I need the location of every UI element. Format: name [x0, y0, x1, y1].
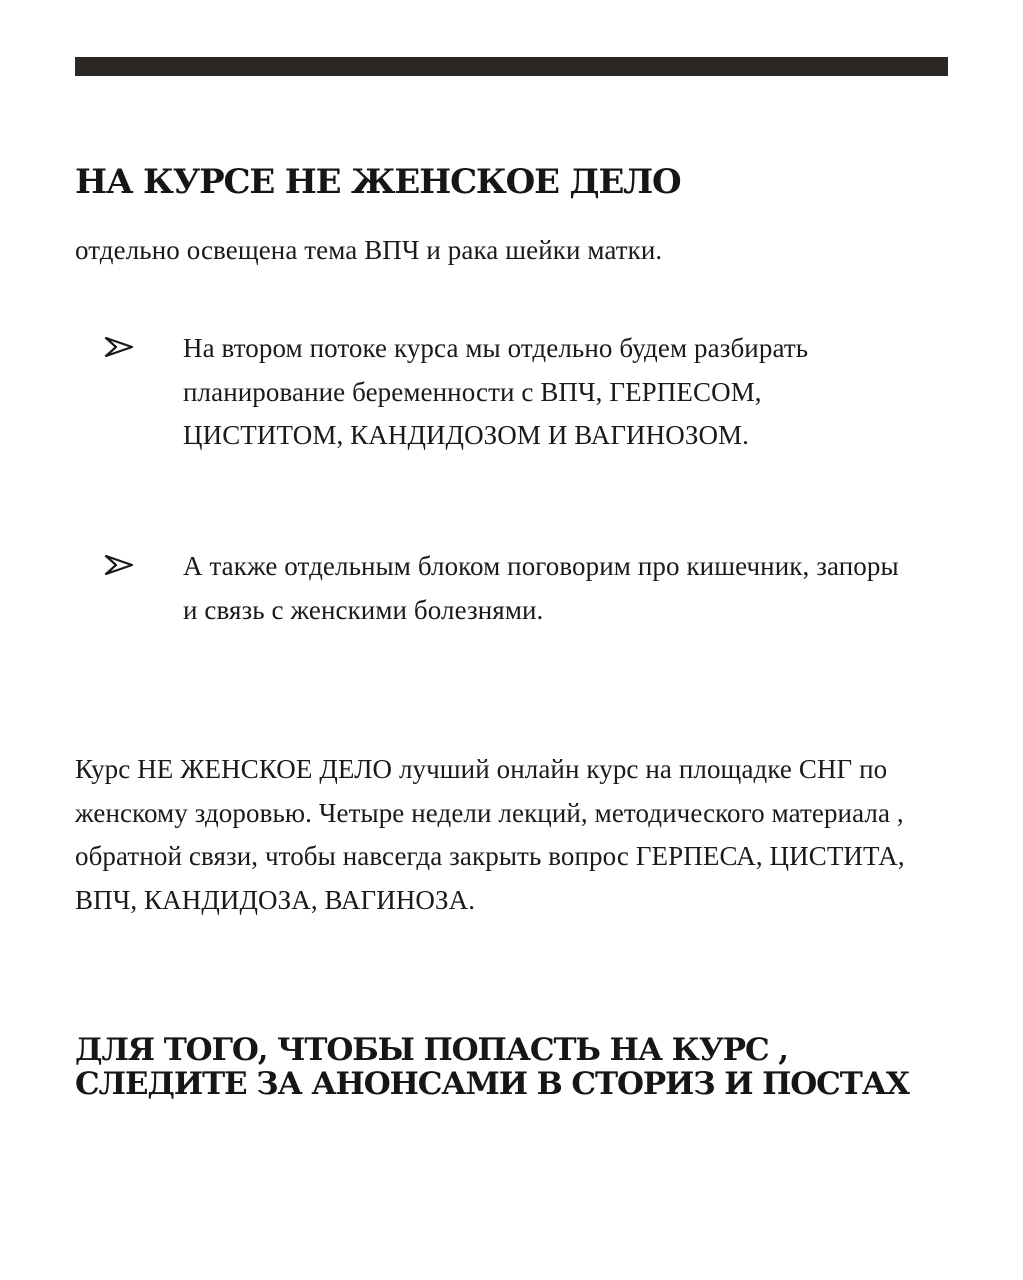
bullet-text: А также отдельным блоком поговорим про кишечник, запоры и связь с женскими болезнями.	[183, 551, 899, 625]
top-divider-bar	[75, 57, 948, 76]
arrow-right-icon	[103, 553, 135, 577]
subtitle-text: отдельно освещена тема ВПЧ и рака шейки матки.	[75, 235, 663, 265]
bullet-text: На втором потоке курса мы отдельно будем разбирать планирование беременности с ВПЧ, ГЕРПЕСОМ, ЦИСТИТОМ, КАНДИДОЗОМ И ВАГИНОЗОМ.	[183, 333, 809, 450]
call-to-action-heading: ДЛЯ ТОГО, ЧТОБЫ ПОПАСТЬ НА КУРС , СЛЕДИТЕ ЗА АНОНСАМИ В СТОРИЗ И ПОСТАХ	[75, 1032, 909, 1102]
page-title: НА КУРСЕ НЕ ЖЕНСКОЕ ДЕЛО	[75, 162, 681, 202]
course-description: Курс НЕ ЖЕНСКОЕ ДЕЛО лучший онлайн курс на площадке СНГ по женскому здоровью. Четыре недели лекций, методического материала , обратной связи, чтобы навсегда закрыть вопрос ГЕРПЕСА, ЦИСТИТА, ВПЧ, КАНДИДОЗА, ВАГИНОЗА.	[75, 754, 905, 915]
arrow-right-icon	[103, 335, 135, 359]
